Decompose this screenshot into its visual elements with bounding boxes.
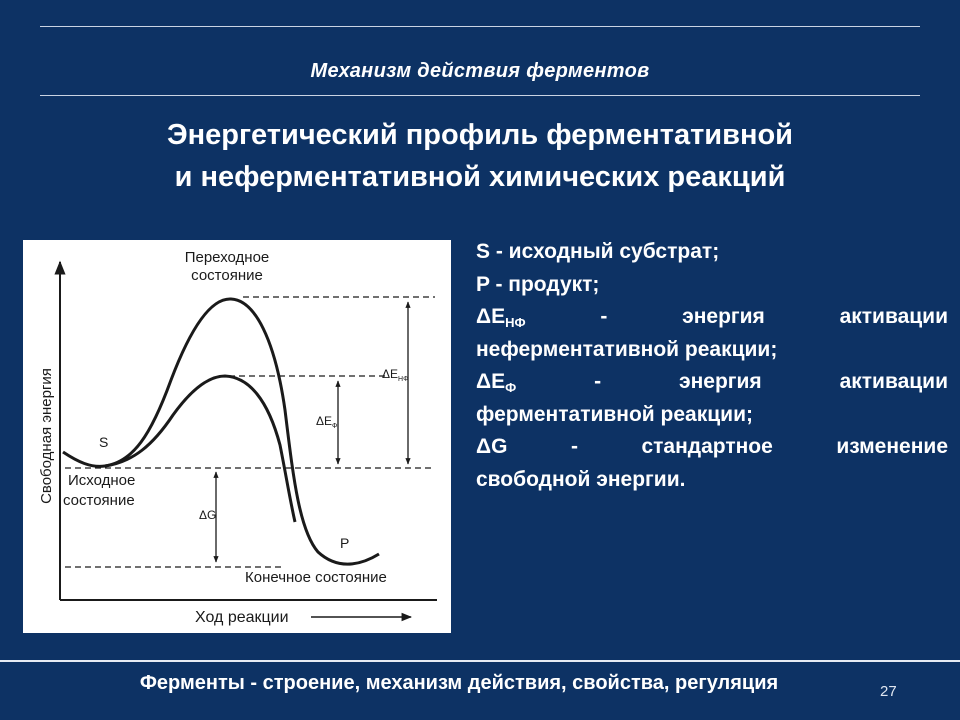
label-dg: ΔG (199, 508, 217, 522)
label-p: P (340, 535, 350, 551)
label-s: S (99, 434, 109, 450)
slide-title (40, 114, 920, 198)
title-line-2: и неферментативной химических реакций (174, 161, 786, 193)
legend-line-de-nf: $\Delta E_{НФ}$ - энергия активации (476, 305, 948, 330)
label-initial-line2: состояние (63, 492, 135, 509)
legend-line-de-nf-cont: неферментативной реакции; (476, 337, 778, 361)
page-number: 27 (880, 683, 897, 700)
legend-line-de-f: $\Delta E_Ф$ - энергия активации (476, 370, 948, 395)
x-axis-label: Ход реакции (195, 609, 289, 626)
legend-line-de-f-cont: ферментативной реакции; (476, 402, 753, 426)
y-axis-label: Свободная энергия (38, 368, 55, 504)
label-transition-line2: состояние (191, 267, 263, 284)
section-subtitle: Механизм действия ферментов (310, 60, 650, 82)
label-transition-line1: Переходное (184, 249, 270, 266)
legend-line-s: S - исходный субстрат; (476, 240, 720, 263)
top-rule (40, 26, 920, 27)
legend-line-p: P - продукт; (476, 272, 600, 296)
subtitle-rule (40, 95, 920, 96)
legend-line-dg-cont: свободной энергии. (476, 467, 686, 491)
legend-text (476, 236, 948, 496)
label-de-f: $\Delta E_Ф$ (316, 414, 338, 430)
label-de-nf: $\Delta E_{НФ}$ (382, 367, 409, 383)
footer-text: Ферменты - строение, механизм действия, свойства, регуляция (139, 672, 779, 694)
label-initial-line1: Исходное (68, 472, 136, 489)
curve-nonenzymatic (63, 299, 379, 564)
energy-profile-diagram (23, 240, 451, 633)
title-line-1: Энергетический профиль ферментативной (166, 119, 794, 151)
label-final: Конечное состояние (245, 569, 387, 586)
footer-rule (0, 660, 960, 662)
legend-line-dg: ΔG - стандартное изменение (476, 435, 948, 458)
